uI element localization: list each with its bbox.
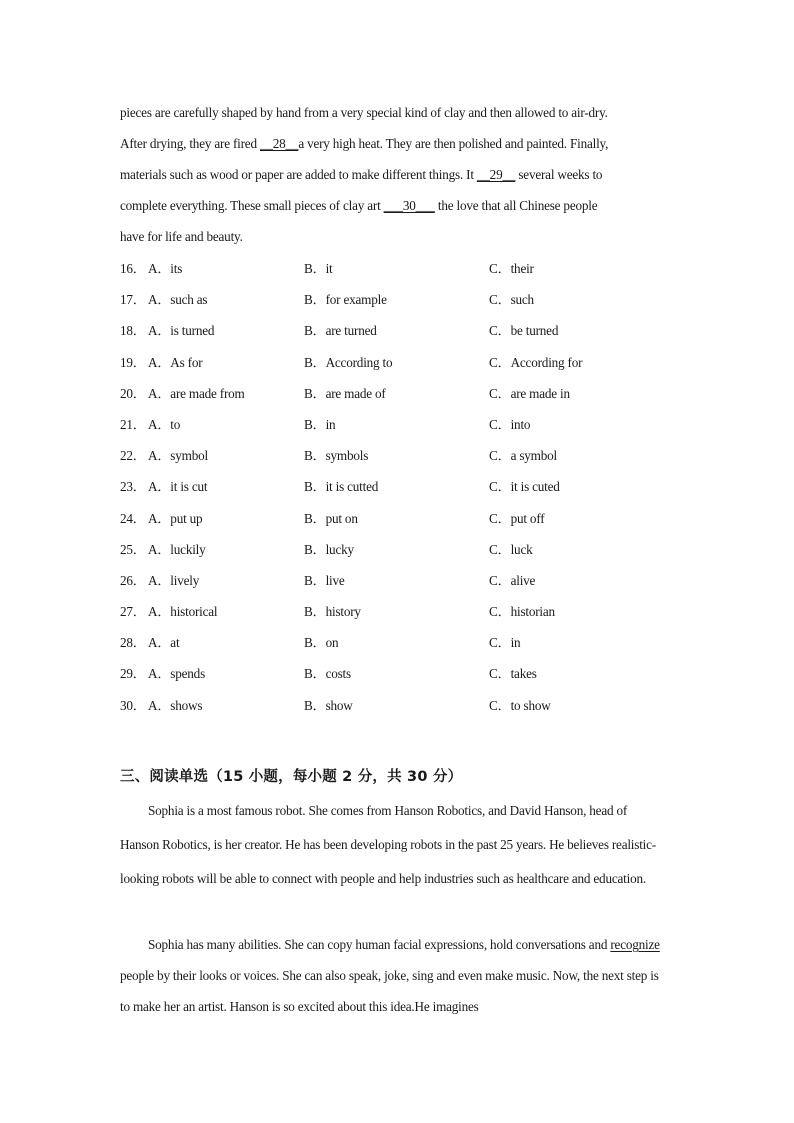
- question-row: [120, 627, 680, 658]
- option-a: A．As for: [148, 354, 203, 370]
- option-a: A．shows: [148, 697, 203, 713]
- question-number: 22．: [120, 448, 146, 464]
- section-3-heading: 三、阅读单选（15 小题，每小题 2 分，共 30 分）: [120, 769, 463, 785]
- option-a: A．historical: [148, 604, 218, 620]
- option-c: C．such: [489, 292, 534, 308]
- option-c: C．a symbol: [489, 448, 557, 464]
- underlined-word-recognize: recognize: [610, 937, 660, 952]
- question-number: 26．: [120, 572, 146, 588]
- option-a: A．spends: [148, 666, 206, 682]
- question-row: [120, 534, 680, 565]
- option-a: A．lively: [148, 572, 200, 588]
- blank-29: __29__: [476, 167, 516, 182]
- question-number: 18．: [120, 323, 146, 339]
- passage-line-5: have for life and beauty.: [120, 229, 243, 244]
- question-number: 21．: [120, 416, 146, 432]
- option-c: C．takes: [489, 666, 537, 682]
- question-row: [120, 347, 680, 378]
- question-number: 19．: [120, 354, 146, 370]
- question-row: [120, 596, 680, 627]
- option-b: B．put on: [304, 510, 358, 526]
- option-b: B．in: [304, 416, 336, 432]
- passage-line-2: After drying, they are fired __28__a very high heat. They are then polished and painted. Finally,: [120, 136, 609, 151]
- question-row: [120, 658, 680, 689]
- question-number: 25．: [120, 541, 146, 557]
- option-a: A．at: [148, 635, 180, 651]
- question-number: 28．: [120, 635, 146, 651]
- option-b: B．on: [304, 635, 339, 651]
- question-row: [120, 284, 680, 315]
- reading-paragraph-1: Sophia is a most famous robot. She comes from Hanson Robotics, and David Hanson, head of Hanson Robotics, is her creator. He has been developing robots in the past 25 years. He believes realistic-looking robots will be able to connect with people and help industries such as healthcare and education.: [120, 803, 656, 886]
- option-a: A．are made from: [148, 385, 245, 401]
- option-c: C．According for: [489, 354, 583, 370]
- option-b: B．costs: [304, 666, 351, 682]
- option-c: C．luck: [489, 541, 533, 557]
- option-a: A．it is cut: [148, 479, 208, 495]
- question-row: [120, 378, 680, 409]
- passage-top: [120, 97, 665, 252]
- option-a: A．its: [148, 261, 183, 276]
- question-number: 27．: [120, 604, 146, 620]
- question-number: 24．: [120, 510, 146, 526]
- blank-30: ___30___: [383, 198, 435, 213]
- option-b: B．it is cutted: [304, 479, 379, 495]
- option-b: B．history: [304, 604, 361, 620]
- question-row: [120, 565, 680, 596]
- option-b: B．live: [304, 572, 345, 588]
- option-a: A．to: [148, 416, 181, 432]
- blank-28: __28__: [259, 136, 299, 151]
- option-c: C．historian: [489, 604, 555, 620]
- option-c: C．it is cuted: [489, 479, 560, 495]
- option-c: C．to show: [489, 697, 551, 713]
- question-options-list: [120, 253, 680, 721]
- question-number: 23．: [120, 479, 146, 495]
- option-c: C．their: [489, 261, 534, 276]
- question-row: [120, 253, 680, 284]
- question-number: 30．: [120, 697, 146, 713]
- option-c: C．are made in: [489, 385, 570, 401]
- option-a: A．such as: [148, 292, 208, 308]
- option-b: B．lucky: [304, 541, 354, 557]
- option-c: C．put off: [489, 510, 545, 526]
- question-row: [120, 471, 680, 502]
- question-row: [120, 690, 680, 721]
- passage-line-3: materials such as wood or paper are added to make different things. It __29__ several weeks to: [120, 167, 603, 182]
- passage-line-4: complete everything. These small pieces of clay art ___30___ the love that all Chinese people: [120, 198, 598, 213]
- reading-paragraph-2: Sophia has many abilities. She can copy human facial expressions, hold conversations and recognize people by their looks or voices. She can also speak, joke, sing and even make music. Now, the next step is to make her an artist. Hanson is so excited about this idea.He imagines: [120, 937, 660, 1014]
- question-row: [120, 409, 680, 440]
- question-number: 17．: [120, 292, 146, 308]
- option-b: B．According to: [304, 354, 393, 370]
- option-b: B．it: [304, 261, 333, 276]
- option-a: A．put up: [148, 510, 203, 526]
- option-b: B．show: [304, 697, 353, 713]
- option-b: B．symbols: [304, 448, 369, 464]
- question-row: [120, 503, 680, 534]
- option-a: A．luckily: [148, 541, 206, 557]
- option-c: C．alive: [489, 572, 536, 588]
- option-a: A．symbol: [148, 448, 208, 464]
- question-number: 20．: [120, 385, 146, 401]
- option-b: B．are made of: [304, 385, 386, 401]
- question-number: 16．: [120, 261, 146, 276]
- passage-line-1: pieces are carefully shaped by hand from a very special kind of clay and then allowed to air-dry.: [120, 105, 608, 120]
- option-b: B．for example: [304, 292, 387, 308]
- option-c: C．be turned: [489, 323, 559, 339]
- question-number: 29．: [120, 666, 146, 682]
- option-b: B．are turned: [304, 323, 377, 339]
- question-row: [120, 440, 680, 471]
- option-c: C．into: [489, 416, 531, 432]
- option-c: C．in: [489, 635, 521, 651]
- question-row: [120, 315, 680, 346]
- option-a: A．is turned: [148, 323, 215, 339]
